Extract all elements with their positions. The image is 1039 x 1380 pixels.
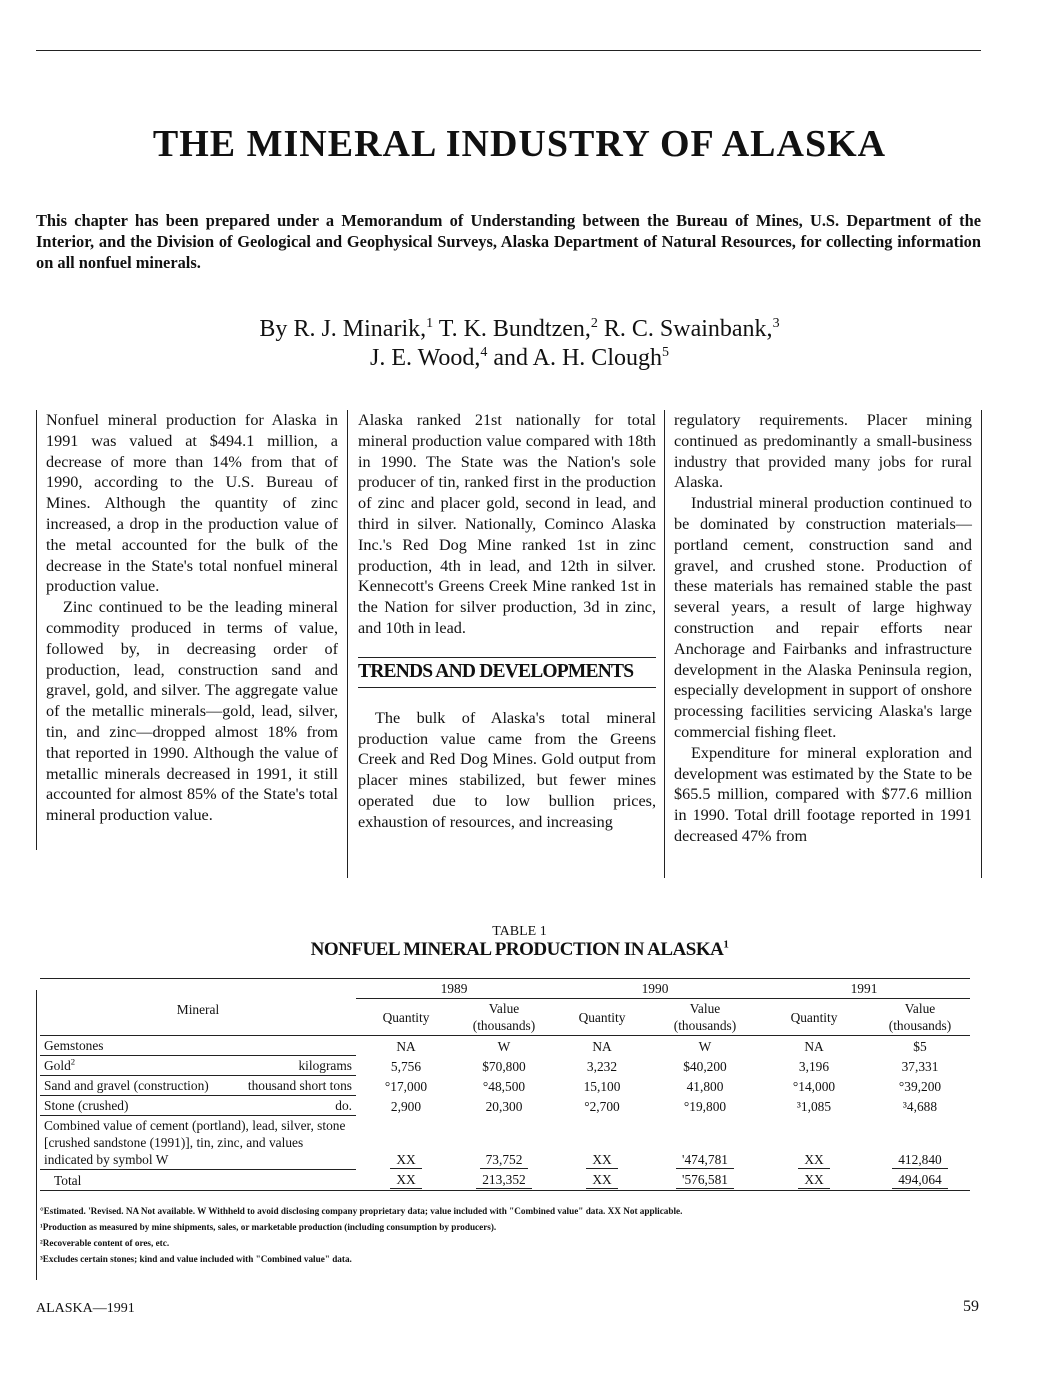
cell: °17,000 <box>384 1078 428 1094</box>
table-title <box>0 939 1039 961</box>
value-header <box>652 999 758 1036</box>
page-title: THE MINERAL INDUSTRY OF ALASKA <box>152 123 887 165</box>
byline-prefix: By <box>259 316 288 342</box>
cell: 15,100 <box>583 1078 621 1094</box>
paragraph: Nonfuel mineral production for Alaska in 1991 was valued at $494.1 million, a decrease of more than 14% from that of 1990, according to the U.S. Bureau of Mines. Although the quantity of zinc increased, a drop in the production value of the metal accounted for the bulk of the decrease in the State's total nonfuel mineral production value. <box>46 411 338 596</box>
table-row <box>40 1056 970 1076</box>
cell: $40,200 <box>683 1058 727 1074</box>
cell: 213,352 <box>476 1171 532 1189</box>
cell: ³4,688 <box>902 1098 938 1114</box>
text-column-1 <box>46 410 338 826</box>
cell: NA <box>592 1038 612 1054</box>
paragraph: Expenditure for mineral exploration and development was estimated by the State to be $65.5 million, compared with $77.6 million in 1990. Total drill footage reported in 1991 decreased 47% from <box>674 743 972 845</box>
paragraph: Zinc continued to be the leading mineral commodity produced in terms of value, followed by, in decreasing order of production, lead, construction sand and gravel, gold, and silver. The aggregate value of the metallic minerals—gold, lead, silver, tin, and zinc—dropped almost 18% from that reported in 1990. Although the value of metallic minerals decreased in 1991, it still accounted for almost 85% of the State's total mineral production value. <box>46 598 338 825</box>
cell: $5 <box>913 1038 927 1054</box>
table-footnote: ¹Production as measured by mine shipments, sales, or marketable production (including consumption by producers). <box>40 1222 497 1232</box>
text-column-2 <box>358 410 656 833</box>
author: R. C. Swainbank, <box>603 316 773 342</box>
cell: °14,000 <box>792 1078 836 1094</box>
cell: 20,300 <box>485 1098 523 1114</box>
value-header-units: (thousands) <box>888 1018 952 1033</box>
byline-line-2 <box>0 344 1039 373</box>
cell: °48,500 <box>482 1078 526 1094</box>
cell: XX <box>798 1171 829 1189</box>
cell: '474,781 <box>676 1151 734 1169</box>
paragraph: Industrial mineral production continued to be dominated by construction materials—portland cement, construction sand and gravel, and crushed stone. Production of these materials has remained stable the past several years, a result of large highway construction and repair efforts near Anchorage and Fairbanks and infrastructure development in the Alaska Peninsula region, especially development in support of onshore processing facilities servicing Alaska's large commercial fishing fleet. <box>674 494 972 741</box>
cell: $70,800 <box>482 1058 526 1074</box>
author-footnote: 2 <box>590 316 598 331</box>
section-heading: TRENDS AND DEVELOPMENTS <box>358 657 656 688</box>
mineral-cell <box>40 1056 356 1076</box>
author-footnote: 4 <box>480 345 488 360</box>
table-footnote: ³Excludes certain stones; kind and value included with "Combined value" data. <box>40 1254 352 1264</box>
paragraph: Alaska ranked 21st nationally for total mineral production value compared with 18th in 1990. The State was the Nation's sole producer of tin, ranked first in the production of zinc and placer gold, second in lead, and third in silver. Nationally, Cominco Alaska Inc.'s Red Dog Mine ranked 1st in zinc production, 4th in lead, and 12th in silver. Kennecott's Greens Creek Mine ranked 1st in the Nation for silver production, 3d in zinc, and 10th in lead. <box>358 411 656 637</box>
mineral-header: Mineral <box>176 1002 220 1017</box>
unit-label: do. <box>335 1098 352 1113</box>
author-footnote: 3 <box>772 316 780 331</box>
mineral-cell <box>40 1096 356 1116</box>
value-header-text: Value <box>488 1001 520 1016</box>
mineral-footnote: 2 <box>70 1056 76 1067</box>
unit-label: thousand short tons <box>247 1078 352 1093</box>
table-footnote: ²Recoverable content of ores, etc. <box>40 1238 170 1248</box>
byline <box>0 315 1039 373</box>
production-table <box>40 978 970 1191</box>
table-row <box>40 1036 970 1056</box>
cell: NA <box>804 1038 824 1054</box>
table-footnote: °Estimated. 'Revised. NA Not available. W Withheld to avoid disclosing company proprietary data; value included with "Combined value" data. XX Not applicable. <box>40 1206 683 1216</box>
column-rule-2 <box>664 410 665 878</box>
mineral-cell: Gemstones <box>40 1036 356 1056</box>
cell: 73,752 <box>480 1151 529 1169</box>
author-footnote: 5 <box>661 345 669 360</box>
cell: XX <box>586 1171 617 1189</box>
value-header-units: (thousands) <box>673 1018 737 1033</box>
cell: 41,800 <box>686 1078 724 1094</box>
text-column-3 <box>674 410 972 847</box>
running-footer: ALASKA—1991 <box>36 1301 135 1316</box>
mineral-name: Sand and gravel (construction) <box>44 1078 209 1093</box>
value-header <box>456 999 552 1036</box>
intro-paragraph: This chapter has been prepared under a Memorandum of Understanding between the Bureau of Mines, U.S. Department of the Interior, and the Division of Geological and Geophysical Surveys, Alaska Department of Natural Resources, for collecting information on all nonfuel minerals. <box>36 211 981 272</box>
value-header-units: (thousands) <box>472 1018 536 1033</box>
author: T. K. Bundtzen, <box>438 316 591 342</box>
unit-label: kilograms <box>298 1058 352 1073</box>
author: and A. H. Clough <box>493 345 662 371</box>
top-rule <box>36 50 981 51</box>
cell: NA <box>396 1038 416 1054</box>
byline-line-1 <box>0 315 1039 344</box>
author: J. E. Wood, <box>370 345 481 371</box>
table-side-rule <box>36 990 37 1280</box>
quantity-header: Quantity <box>382 1009 430 1025</box>
table-title-footnote: 1 <box>723 938 729 951</box>
cell: XX <box>586 1151 617 1169</box>
cell: '576,581 <box>676 1171 734 1189</box>
column-rule-left <box>36 410 37 850</box>
cell: XX <box>390 1171 421 1189</box>
cell: 3,196 <box>798 1058 830 1074</box>
author-footnote: 1 <box>426 316 434 331</box>
value-header <box>870 999 970 1036</box>
year-header: 1991 <box>758 979 970 999</box>
mineral-cell <box>40 1076 356 1096</box>
table-row-total <box>40 1170 970 1191</box>
cell: W <box>497 1038 511 1054</box>
year-header: 1989 <box>356 979 552 999</box>
total-label: Total <box>54 1172 82 1188</box>
paragraph: regulatory requirements. Placer mining continued as predominantly a small-business industry that provided many jobs for rural Alaska. <box>674 411 972 492</box>
value-header-text: Value <box>689 1001 721 1016</box>
column-rule-1 <box>347 410 348 878</box>
cell: 494,064 <box>892 1171 948 1189</box>
paragraph: The bulk of Alaska's total mineral production value came from the Greens Creek and Red Dog Mines. Gold output from placer mines stabilized, but fewer mines operated due to low bullion prices, exhaustion of resources, and increasing <box>358 708 656 831</box>
quantity-header: Quantity <box>578 1009 626 1025</box>
cell: °19,800 <box>683 1098 727 1114</box>
cell: 2,900 <box>390 1098 422 1114</box>
table-title-text: NONFUEL MINERAL PRODUCTION IN ALASKA <box>310 939 724 960</box>
table-header-row <box>40 979 970 999</box>
table-row <box>40 1076 970 1096</box>
cell: 3,232 <box>586 1058 618 1074</box>
cell: °2,700 <box>584 1098 620 1114</box>
mineral-name: Gold <box>44 1058 71 1073</box>
mineral-name: Stone (crushed) <box>44 1098 129 1113</box>
cell: W <box>698 1038 712 1054</box>
mineral-cell: Combined value of cement (portland), lead, silver, stone [crushed sandstone (1991)], tin, zinc, and values indicated by symbol W <box>40 1116 356 1170</box>
column-rule-right <box>981 410 982 878</box>
quantity-header: Quantity <box>790 1009 838 1025</box>
year-header: 1990 <box>552 979 758 999</box>
cell: ³1,085 <box>796 1098 832 1114</box>
table-row-combined <box>40 1116 970 1170</box>
page-number: 59 <box>963 1298 979 1315</box>
table-row <box>40 1096 970 1116</box>
cell: XX <box>390 1151 421 1169</box>
cell: 412,840 <box>892 1151 948 1169</box>
cell: 37,331 <box>901 1058 939 1074</box>
cell: °39,200 <box>898 1078 942 1094</box>
cell: 5,756 <box>390 1058 422 1074</box>
author: R. J. Minarik, <box>293 316 427 342</box>
table-label: TABLE 1 <box>492 924 547 939</box>
cell: XX <box>798 1151 829 1169</box>
value-header-text: Value <box>904 1001 936 1016</box>
